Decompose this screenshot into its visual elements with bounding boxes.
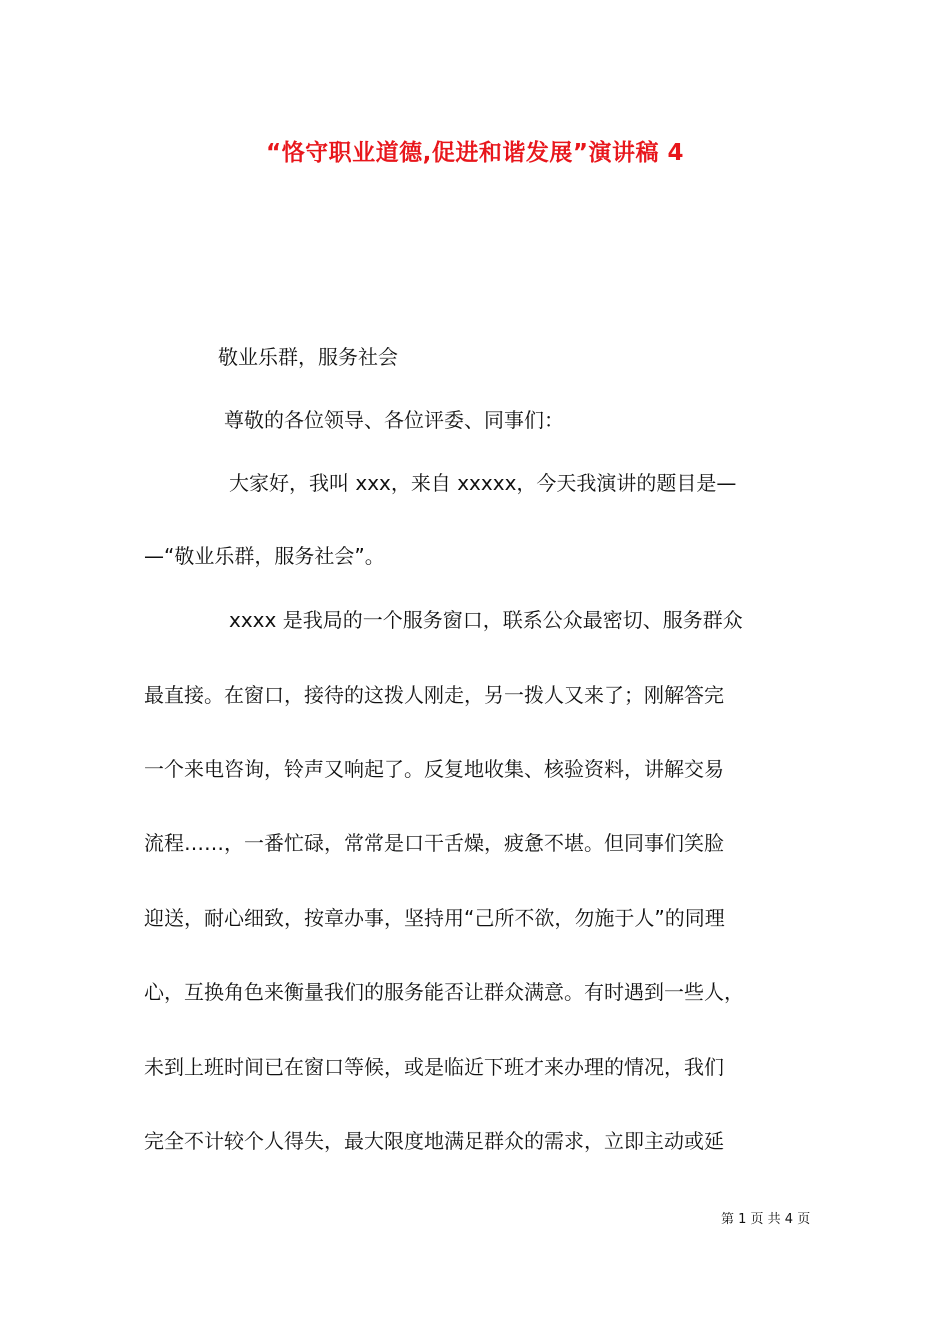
subtitle-line: 敬业乐群，服务社会 xyxy=(218,345,398,369)
paragraph-line: 流程……，一番忙碌，常常是口干舌燥，疲惫不堪。但同事们笑脸 xyxy=(144,831,724,855)
paragraph-line: —“敬业乐群，服务社会”。 xyxy=(144,544,385,568)
paragraph-line: 大家好，我叫 xxx，来自 xxxxx，今天我演讲的题目是— xyxy=(229,471,737,495)
page-footer: 第 1 页 共 4 页 xyxy=(721,1212,811,1227)
document-title: “恪守职业道德,促进和谐发展”演讲稿 4 xyxy=(266,140,684,166)
paragraph-line: xxxx 是我局的一个服务窗口，联系公众最密切、服务群众 xyxy=(229,608,743,632)
paragraph-line: 未到上班时间已在窗口等候，或是临近下班才来办理的情况，我们 xyxy=(144,1055,724,1079)
paragraph-line: 迎送，耐心细致，按章办事，坚持用“己所不欲，勿施于人”的同理 xyxy=(144,906,725,930)
salutation-line: 尊敬的各位领导、各位评委、同事们： xyxy=(224,408,564,432)
paragraph-line: 心，互换角色来衡量我们的服务能否让群众满意。有时遇到一些人， xyxy=(144,980,744,1004)
paragraph-line: 最直接。在窗口，接待的这拨人刚走，另一拨人又来了；刚解答完 xyxy=(144,683,724,707)
paragraph-line: 完全不计较个人得失，最大限度地满足群众的需求，立即主动或延 xyxy=(144,1129,724,1153)
paragraph-line: 一个来电咨询，铃声又响起了。反复地收集、核验资料，讲解交易 xyxy=(144,757,724,781)
